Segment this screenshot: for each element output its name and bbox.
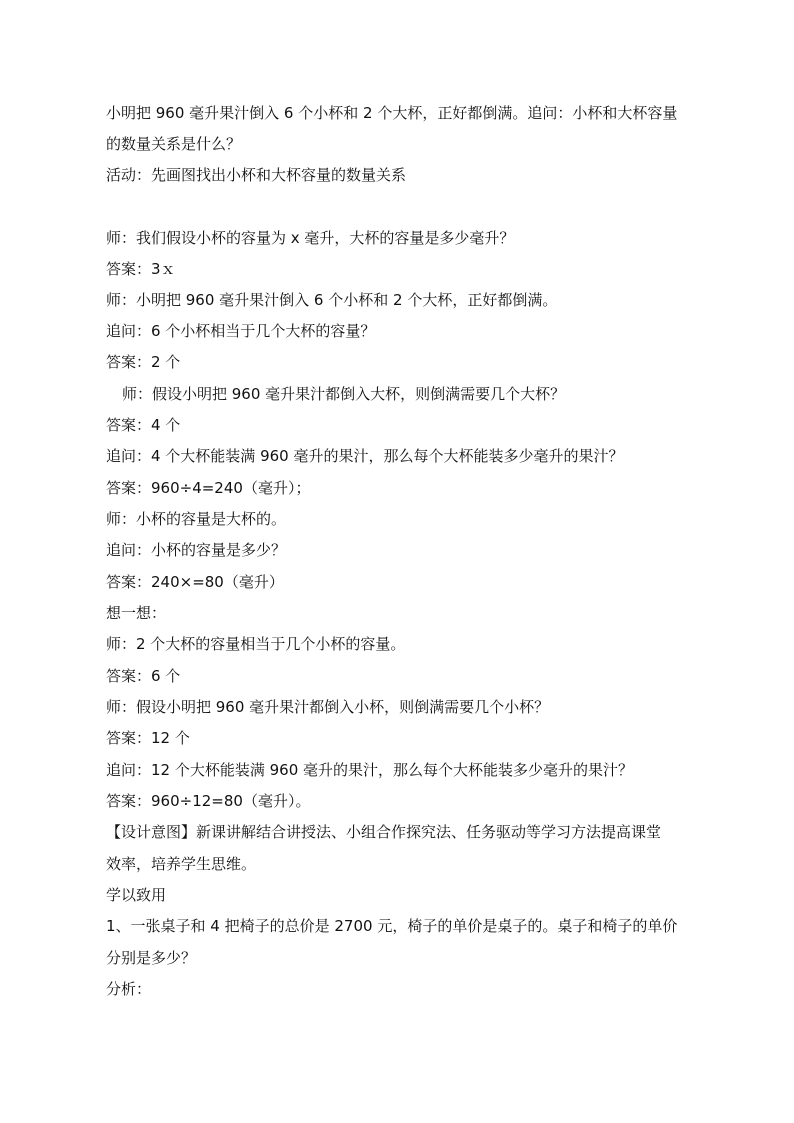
text-line: 师：假设小明把 960 毫升果汁都倒入小杯，则倒满需要几个小杯？ xyxy=(106,698,550,716)
text-line: 追问：6 个小杯相当于几个大杯的容量？ xyxy=(106,322,376,340)
text-line: 答案：2 个 xyxy=(106,353,181,371)
text-line: 想一想： xyxy=(106,604,167,622)
text-line: 答案：3ｘ xyxy=(106,260,176,278)
text-line: 追问：4 个大杯能装满 960 毫升的果汁，那么每个大杯能装多少毫升的果汁？ xyxy=(106,447,624,465)
text-line: 师：小明把 960 毫升果汁倒入 6 个小杯和 2 个大杯，正好都倒满。 xyxy=(106,291,558,309)
text-line: 效率，培养学生思维。 xyxy=(106,855,257,873)
text-line: 答案：4 个 xyxy=(106,416,181,434)
text-line: 答案：960÷4=240（毫升）； xyxy=(106,479,311,497)
text-line: 师：小杯的容量是大杯的。 xyxy=(106,510,287,528)
text-line: 小明把 960 毫升果汁倒入 6 个小杯和 2 个大杯，正好都倒满。追问：小杯和大杯容量 xyxy=(106,104,678,122)
text-line: 答案：6 个 xyxy=(106,667,181,685)
text-line: 分析： xyxy=(106,980,152,998)
text-line: 分别是多少？ xyxy=(106,949,197,967)
text-line: 活动：先画图找出小杯和大杯容量的数量关系 xyxy=(106,166,407,184)
text-line: 师：我们假设小杯的容量为 x 毫升，大杯的容量是多少毫升？ xyxy=(106,229,515,247)
text-line: 1、一张桌子和 4 把椅子的总价是 2700 元，椅子的单价是桌子的。桌子和椅子的单价 xyxy=(106,917,678,935)
text-line: 师：假设小明把 960 毫升果汁都倒入大杯，则倒满需要几个大杯？ xyxy=(122,385,566,403)
text-line: 答案：12 个 xyxy=(106,729,190,747)
text-line: 学以致用 xyxy=(106,886,167,904)
text-line: 追问：小杯的容量是多少？ xyxy=(106,541,287,559)
text-line: 的数量关系是什么？ xyxy=(106,135,242,153)
text-line: 答案：240×=80（毫升） xyxy=(106,573,284,591)
text-line: 追问：12 个大杯能装满 960 毫升的果汁，那么每个大杯能装多少毫升的果汁？ xyxy=(106,761,634,779)
text-line: 【设计意图】新课讲解结合讲授法、小组合作探究法、任务驱动等学习方法提高课堂 xyxy=(106,823,662,841)
text-line: 师：2 个大杯的容量相当于几个小杯的容量。 xyxy=(106,635,406,653)
text-line: 答案：960÷12=80（毫升）。 xyxy=(106,792,311,810)
